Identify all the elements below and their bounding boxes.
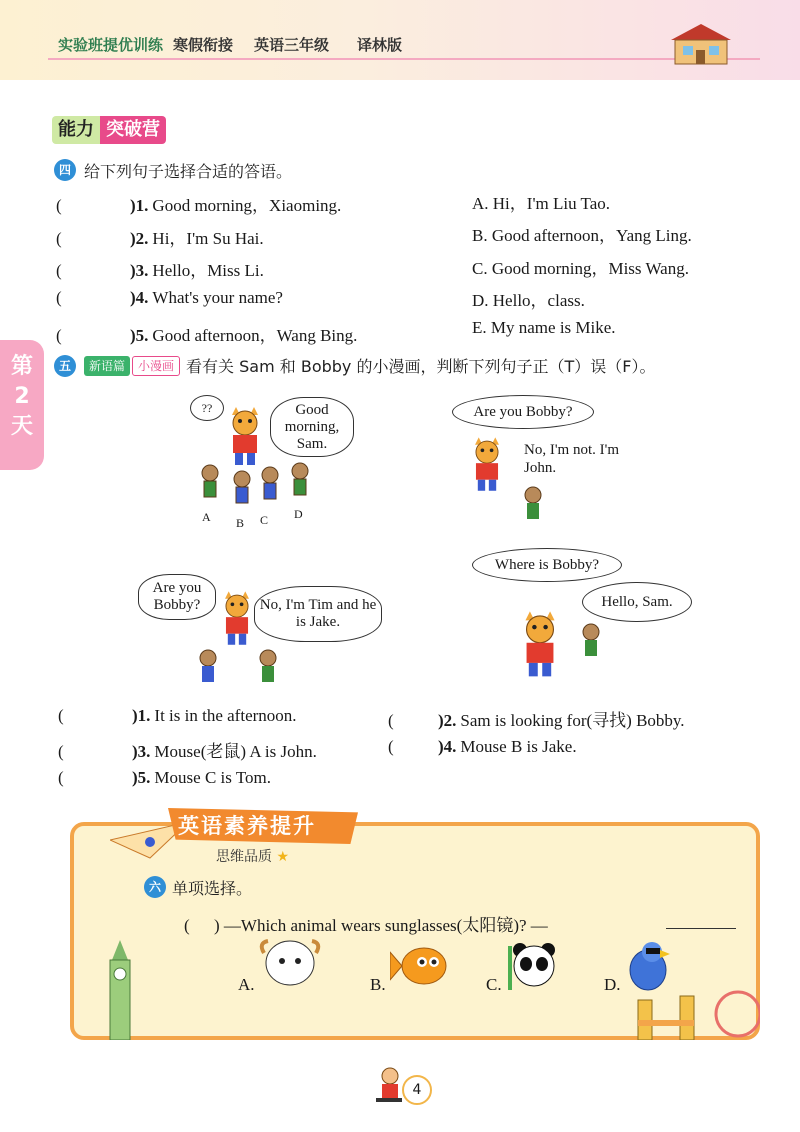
kid-mascot-icon [372,1066,406,1106]
part6-badge: 六 [144,876,166,898]
part5-badge: 五 [54,355,76,377]
speech-bubble: Are you Bobby? [138,574,216,620]
part5-header [84,354,655,377]
header-subtitle: 寒假衔接 [173,36,234,54]
option-label: D. [604,975,621,994]
header-grade: 英语三年级 [254,36,330,54]
section-title-part-a: 能力 [52,116,100,144]
part5-statement: ( )3. Mouse(老鼠) A is John. [58,742,317,761]
part5-instruction: 看有关 Sam 和 Bobby 的小漫画，判断下列句子正（T）误（F）。 [186,357,656,376]
mouse-label: C [260,513,269,527]
part4-instruction: 给下列句子选择合适的答语。 [84,162,293,181]
mice-pair-icon [188,648,298,692]
mouse-label: D [294,507,303,521]
part6-question: ( ) —Which animal wears sunglasses(太阳镜)? — [184,916,548,935]
answer-blank-line [666,928,736,929]
comic-panel-2 [450,395,650,525]
house-icon [665,22,737,66]
comic-tag: 小漫画 [132,356,180,376]
comic-panel-1 [190,395,370,530]
panda-icon [506,940,562,992]
part4-badge: 四 [54,159,76,181]
mouse-icon [518,485,548,521]
part4-answer: D. Hello，class. [472,291,585,310]
sheep-icon [258,935,322,991]
option-label: B. [370,975,386,994]
section-title [52,116,166,144]
star-icon: ★ [276,849,290,865]
page-number: 4 [402,1075,432,1105]
tower-bridge-icon [630,990,760,1040]
speech-bubble: No, I'm Tim and he is Jake. [254,586,382,642]
speech-bubble: Hello, Sam. [582,582,692,622]
speech-bubble: Good morning, Sam. [270,397,354,457]
header-edition: 译林版 [357,36,403,54]
header-divider [48,58,760,60]
thought-bubble: ?? [190,395,224,421]
reply-text: No, I'm not. I'm John. [524,442,619,476]
part4-answer: C. Good morning，Miss Wang. [472,259,689,278]
part5-statement: ( )1. It is in the afternoon. [58,706,297,725]
speech-bubble: Where is Bobby? [472,548,622,582]
part5-statement: ( )4. Mouse B is Jake. [388,737,577,756]
part5-statement: ( )2. Sam is looking for(寻找) Bobby. [388,711,685,730]
part4-question: ( )3. Hello，Miss Li. [56,261,264,280]
part4-question: ( )5. Good afternoon，Wang Bing. [56,326,358,345]
new-passage-tag: 新语篇 [84,356,130,376]
cat-sam-icon [220,407,270,467]
part4-question: ( )2. Hi，I'm Su Hai. [56,229,264,248]
mouse-label: B [236,516,245,530]
mouse-icon [576,620,606,660]
mice-group-icon [196,461,326,511]
banner-subtitle: 思维品质 ★ [216,849,290,865]
option-label: C. [486,975,502,994]
fish-icon [390,940,452,990]
section-title-part-b: 突破营 [100,116,166,144]
big-ben-icon [100,940,140,1040]
part4-answer: B. Good afternoon，Yang Ling. [472,226,692,245]
part4-answer: A. Hi，I'm Liu Tao. [472,194,611,213]
part5-statement: ( )5. Mouse C is Tom. [58,768,271,787]
mouse-label: A [202,510,211,524]
parrot-icon [622,938,672,994]
header-brand: 实验班提优训练 [58,36,164,54]
part6-instruction: 单项选择。 [172,879,253,898]
page-header [0,0,800,80]
comic-panel-3 [138,570,388,700]
day-side-tab [0,340,44,470]
comic-panel-4 [470,548,700,698]
part4-question: ( )4. What's your name? [56,288,283,307]
speech-bubble: Are you Bobby? [452,395,594,429]
banner-title: 英语素养提升 [178,814,316,838]
cat-sam-icon [464,435,510,495]
option-label: A. [238,975,255,994]
part4-question: ( )1. Good morning，Xiaoming. [56,196,342,215]
day-side-tab-label: 第2天 [10,354,33,439]
cat-sam-icon [512,602,568,688]
part4-answer: E. My name is Mike. [472,318,616,337]
